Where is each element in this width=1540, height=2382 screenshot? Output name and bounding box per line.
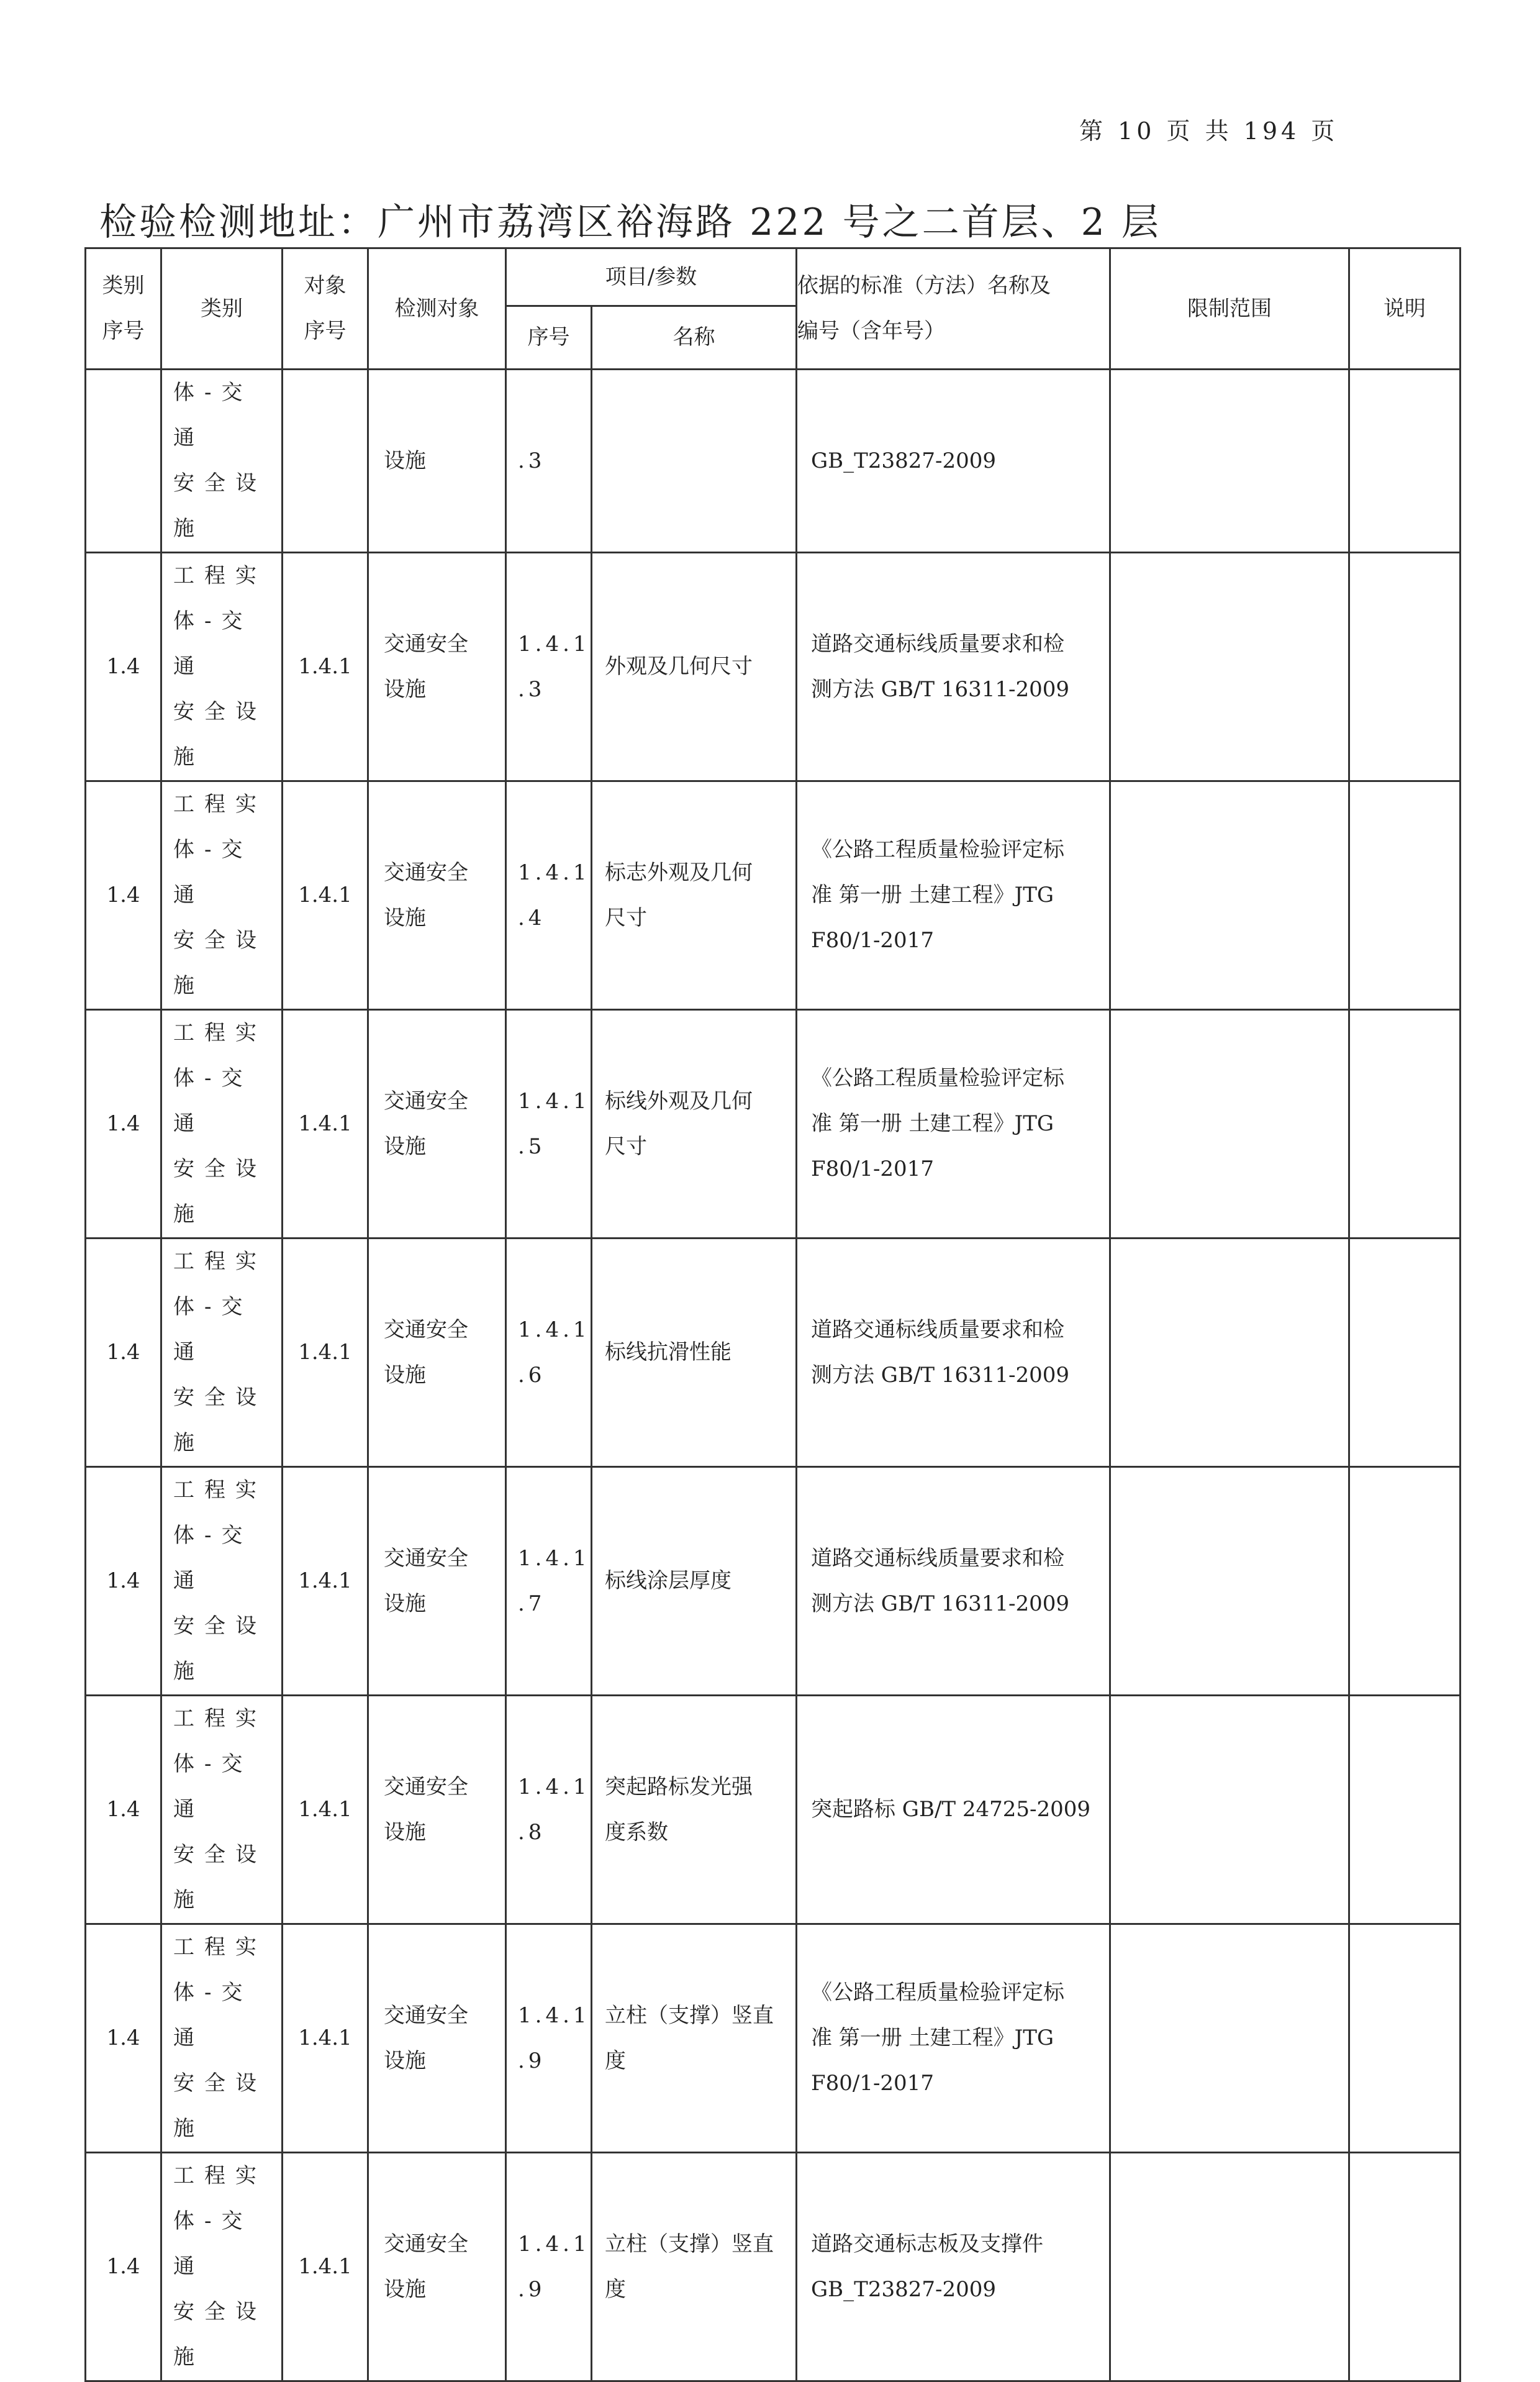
cell-limit xyxy=(1110,1467,1349,1696)
cell-object: 交通安全 设施 xyxy=(368,2153,506,2381)
cell-seq: 1.4.1 .9 xyxy=(506,2153,592,2381)
cell-seq: 1.4.1 .8 xyxy=(506,1696,592,1924)
cell-standard: 道路交通标志板及支撑件 GB_T23827-2009 xyxy=(797,2153,1110,2381)
header-object: 检测对象 xyxy=(368,248,506,370)
cell-name: 标线抗滑性能 xyxy=(592,1239,797,1467)
cell-limit xyxy=(1110,1924,1349,2153)
cell-standard: 突起路标 GB/T 24725-2009 xyxy=(797,1696,1110,1924)
cell-limit xyxy=(1110,781,1349,1010)
cell-seq: 1.4.1 .9 xyxy=(506,1924,592,2153)
cell-limit xyxy=(1110,1696,1349,1924)
cell-object-no: 1.4.1 xyxy=(283,1696,368,1924)
table-row xyxy=(86,1239,1461,1467)
cell-object: 交通安全 设施 xyxy=(368,1696,506,1924)
cell-object-no: 1.4.1 xyxy=(283,781,368,1010)
cell-category-no: 1.4 xyxy=(86,781,161,1010)
cell-object-no xyxy=(283,370,368,553)
cell-name: 标线外观及几何 尺寸 xyxy=(592,1010,797,1239)
cell-seq: 1.4.1 .5 xyxy=(506,1010,592,1239)
cell-seq: 1.4.1 .7 xyxy=(506,1467,592,1696)
cell-object: 交通安全 设施 xyxy=(368,1239,506,1467)
cell-object: 交通安全 设施 xyxy=(368,1010,506,1239)
cell-note xyxy=(1349,1924,1461,2153)
table-row xyxy=(86,1696,1461,1924)
cell-note xyxy=(1349,2153,1461,2381)
table-row xyxy=(86,553,1461,781)
header-limit: 限制范围 xyxy=(1110,248,1349,370)
header-category: 类别 xyxy=(161,248,283,370)
cell-object-no: 1.4.1 xyxy=(283,2153,368,2381)
cell-note xyxy=(1349,553,1461,781)
cell-category-no: 1.4 xyxy=(86,553,161,781)
cell-category-no: 1.4 xyxy=(86,1696,161,1924)
cell-object: 交通安全 设施 xyxy=(368,781,506,1010)
cell-limit xyxy=(1110,1010,1349,1239)
cell-category: 工程实 体-交通 安全设 施 xyxy=(161,781,283,1010)
cell-seq: .3 xyxy=(506,370,592,553)
cell-category-no: 1.4 xyxy=(86,1924,161,2153)
cell-limit xyxy=(1110,370,1349,553)
cell-note xyxy=(1349,1010,1461,1239)
cell-object-no: 1.4.1 xyxy=(283,1010,368,1239)
cell-category: 工程实 体-交通 安全设 施 xyxy=(161,2153,283,2381)
cell-object-no: 1.4.1 xyxy=(283,1239,368,1467)
header-seq: 序号 xyxy=(506,306,592,370)
cell-object: 设施 xyxy=(368,370,506,553)
cell-standard: 道路交通标线质量要求和检 测方法 GB/T 16311-2009 xyxy=(797,553,1110,781)
header-note: 说明 xyxy=(1349,248,1461,370)
cell-standard: 《公路工程质量检验评定标 准 第一册 土建工程》JTG F80/1-2017 xyxy=(797,1010,1110,1239)
cell-category: 工程实 体-交通 安全设 施 xyxy=(161,1696,283,1924)
cell-object-no: 1.4.1 xyxy=(283,1467,368,1696)
cell-name xyxy=(592,370,797,553)
table-row xyxy=(86,781,1461,1010)
cell-limit xyxy=(1110,2153,1349,2381)
cell-seq: 1.4.1 .3 xyxy=(506,553,592,781)
testing-address: 检验检测地址：广州市荔湾区裕海路 222 号之二首层、2 层 xyxy=(99,201,1161,244)
cell-category-no: 1.4 xyxy=(86,1010,161,1239)
cell-note xyxy=(1349,1467,1461,1696)
cell-name: 外观及几何尺寸 xyxy=(592,553,797,781)
cell-object: 交通安全 设施 xyxy=(368,1467,506,1696)
cell-note xyxy=(1349,1239,1461,1467)
table-row xyxy=(86,2153,1461,2381)
cell-object: 交通安全 设施 xyxy=(368,553,506,781)
cell-limit xyxy=(1110,553,1349,781)
cell-object-no: 1.4.1 xyxy=(283,1924,368,2153)
cell-category-no: 1.4 xyxy=(86,2153,161,2381)
cell-category-no xyxy=(86,370,161,553)
cell-note xyxy=(1349,370,1461,553)
cell-note xyxy=(1349,1696,1461,1924)
table-row xyxy=(86,1924,1461,2153)
cell-name: 突起路标发光强 度系数 xyxy=(592,1696,797,1924)
table-row xyxy=(86,370,1461,553)
cell-name: 标志外观及几何 尺寸 xyxy=(592,781,797,1010)
cell-category: 工程实 体-交通 安全设 施 xyxy=(161,1924,283,2153)
cell-standard: 《公路工程质量检验评定标 准 第一册 土建工程》JTG F80/1-2017 xyxy=(797,1924,1110,2153)
table-row xyxy=(86,1010,1461,1239)
cell-category: 工程实 体-交通 安全设 施 xyxy=(161,1467,283,1696)
cell-category: 体-交通 安全设 施 xyxy=(161,370,283,553)
cell-category-no: 1.4 xyxy=(86,1239,161,1467)
cell-limit xyxy=(1110,1239,1349,1467)
cell-note xyxy=(1349,781,1461,1010)
cell-standard: GB_T23827-2009 xyxy=(797,370,1110,553)
cell-category: 工程实 体-交通 安全设 施 xyxy=(161,553,283,781)
cell-name: 标线涂层厚度 xyxy=(592,1467,797,1696)
cell-standard: 《公路工程质量检验评定标 准 第一册 土建工程》JTG F80/1-2017 xyxy=(797,781,1110,1010)
cell-category-no: 1.4 xyxy=(86,1467,161,1696)
header-standard: 依据的标准（方法）名称及 编号（含年号） xyxy=(797,248,1110,370)
header-name: 名称 xyxy=(592,306,797,370)
cell-object-no: 1.4.1 xyxy=(283,553,368,781)
header-item-param: 项目/参数 xyxy=(506,248,797,306)
cell-name: 立柱（支撑）竖直 度 xyxy=(592,2153,797,2381)
header-object-no: 对象 序号 xyxy=(283,248,368,370)
cell-object: 交通安全 设施 xyxy=(368,1924,506,2153)
cell-name: 立柱（支撑）竖直 度 xyxy=(592,1924,797,2153)
scope-table xyxy=(84,247,1461,2382)
cell-category: 工程实 体-交通 安全设 施 xyxy=(161,1239,283,1467)
cell-category: 工程实 体-交通 安全设 施 xyxy=(161,1010,283,1239)
table-row xyxy=(86,1467,1461,1696)
cell-seq: 1.4.1 .6 xyxy=(506,1239,592,1467)
cell-standard: 道路交通标线质量要求和检 测方法 GB/T 16311-2009 xyxy=(797,1467,1110,1696)
cell-standard: 道路交通标线质量要求和检 测方法 GB/T 16311-2009 xyxy=(797,1239,1110,1467)
header-category-no: 类别 序号 xyxy=(86,248,161,370)
cell-seq: 1.4.1 .4 xyxy=(506,781,592,1010)
page-number: 第 10 页 共 194 页 xyxy=(1079,117,1339,145)
